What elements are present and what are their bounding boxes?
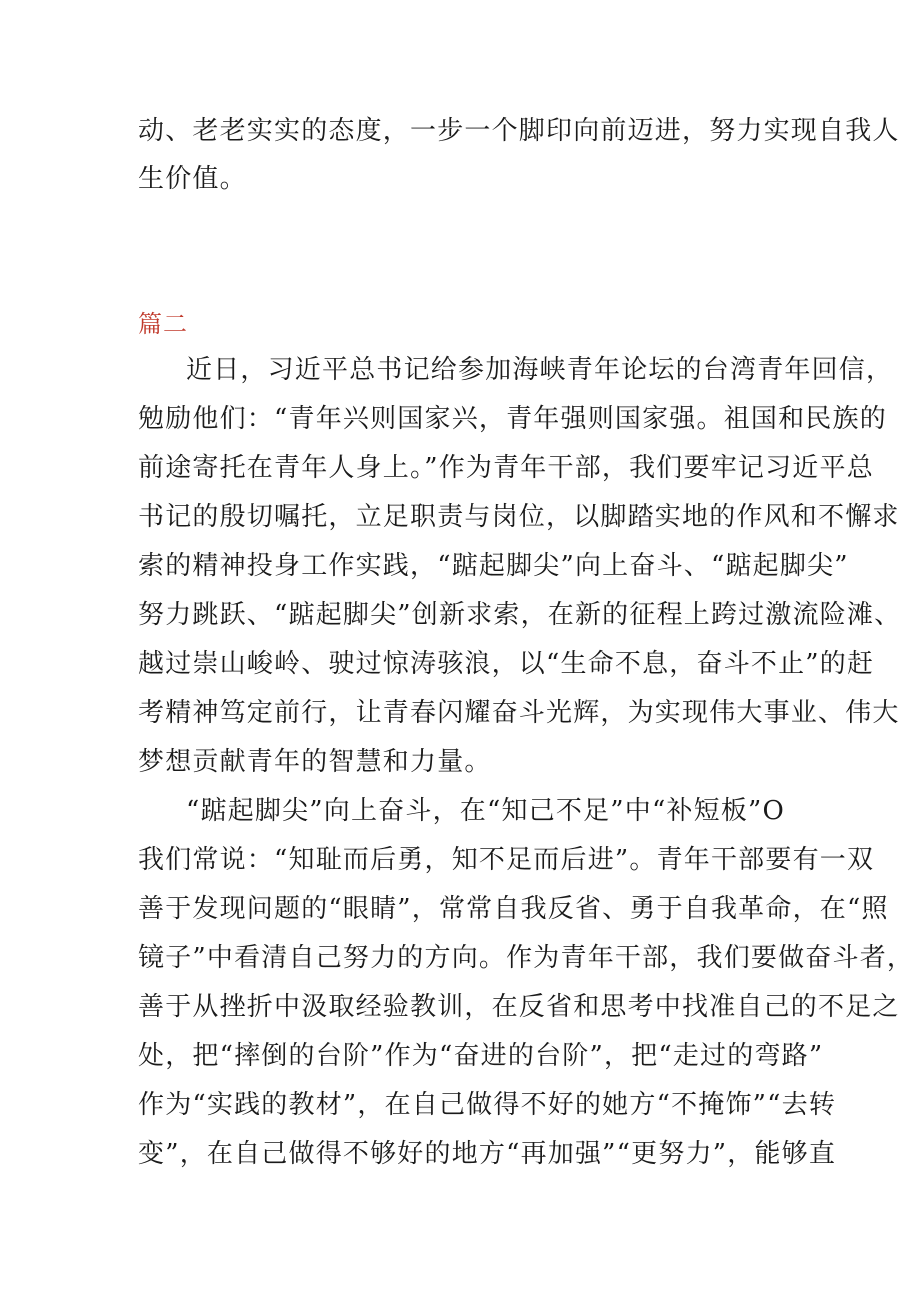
text-line: 我们常说：“知耻而后勇，知不足而后进”。青年干部要有一双 bbox=[138, 845, 875, 875]
text-line: “踮起脚尖”向上奋斗，在“知己不足”中“补短板”O bbox=[186, 796, 786, 826]
text-line: 镜子”中看清自己努力的方向。作为青年干部，我们要做奋斗者， bbox=[138, 943, 915, 973]
text-line: 变”，在自己做得不够好的地方“再加强”“更努力”，能够直 bbox=[138, 1139, 837, 1169]
text-line: 勉励他们：“青年兴则国家兴，青年强则国家强。祖国和民族的 bbox=[138, 404, 887, 434]
text-line: 作为“实践的教材”，在自己做得不好的她方“不掩饰”“去转 bbox=[138, 1090, 837, 1120]
text-line: 努力跳跃、“踮起脚尖”创新求索，在新的征程上跨过激流险滩、 bbox=[138, 600, 902, 630]
text-line: 前途寄托在青年人身上。”作为青年干部，我们要牢记习近平总 bbox=[138, 453, 874, 483]
section-heading: 篇二 bbox=[138, 310, 188, 338]
text-line: 善于从挫折中汲取经验教训，在反省和思考中找准自己的不足之 bbox=[138, 992, 900, 1022]
text-line: 生价值。 bbox=[138, 164, 247, 194]
text-line: 梦想贡献青年的智慧和力量。 bbox=[138, 747, 492, 777]
text-line: 处，把“摔倒的台阶”作为“奋进的台阶”，把“走过的弯路” bbox=[138, 1041, 824, 1071]
text-line: 善于发现问题的“眼睛”，常常自我反省、勇于自我革命，在“照 bbox=[138, 894, 889, 924]
text-line: 索的精神投身工作实践，“踮起脚尖”向上奋斗、“踮起脚尖” bbox=[138, 551, 849, 581]
text-line: 近日，习近平总书记给参加海峡青年论坛的台湾青年回信， bbox=[186, 355, 894, 385]
text-line: 书记的殷切嘱托，立足职责与岗位，以脚踏实地的作风和不懈求 bbox=[138, 502, 900, 532]
text-line: 越过崇山峻岭、驶过惊涛骇浪，以“生命不息，奋斗不止”的赶 bbox=[138, 649, 875, 679]
text-line: 动、老老实实的态度，一步一个脚印向前迈进，努力实现自我人 bbox=[138, 116, 900, 146]
text-line: 考精神笃定前行，让青春闪耀奋斗光辉，为实现伟大事业、伟大 bbox=[138, 698, 900, 728]
